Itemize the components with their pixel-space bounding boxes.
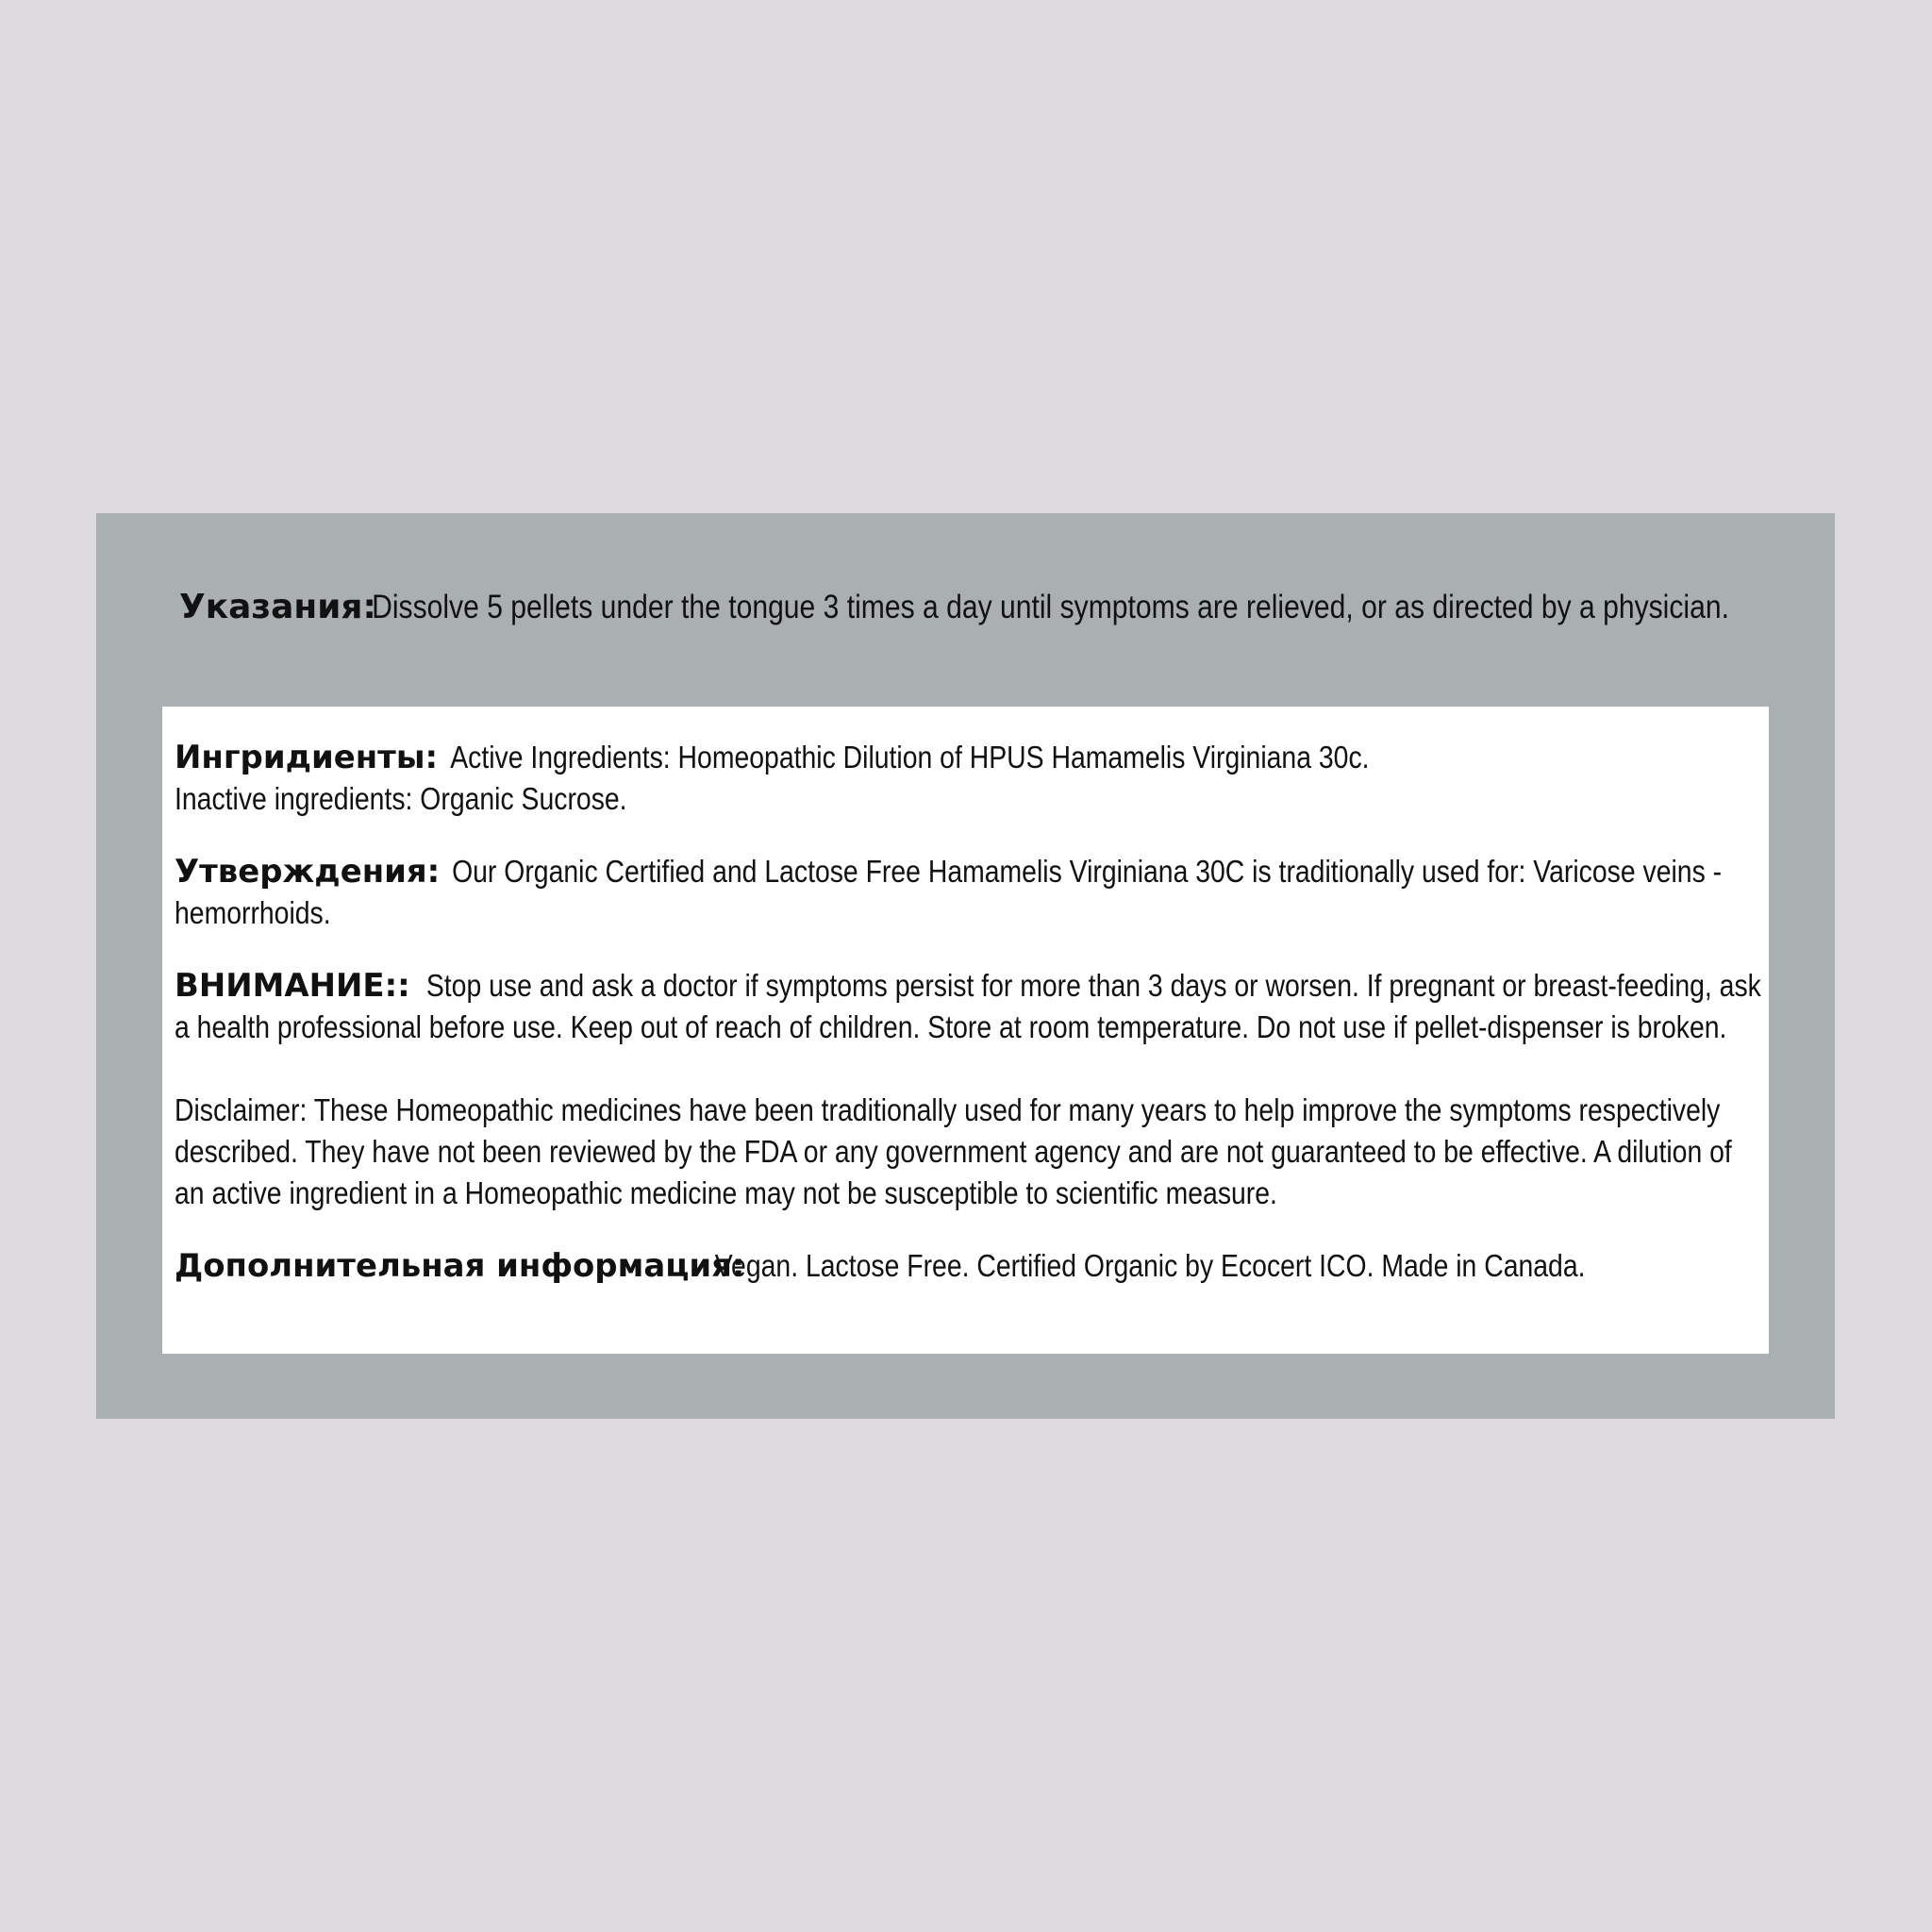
ingredients-inactive-text: Inactive ingredients: Organic Sucrose. (175, 781, 627, 816)
ingredients-active-text: Active Ingredients: Homeopathic Dilution of HPUS Hamamelis Virginiana 30c. (450, 740, 1370, 774)
claims-section (175, 851, 1765, 934)
ingredients-section (175, 737, 1765, 820)
directions-text: Dissolve 5 pellets under the tongue 3 times a day until symptoms are relieved, or as directed by a physician. (372, 589, 1729, 625)
additional-info-section (175, 1245, 1765, 1287)
additional-info-label: Дополнительная информация: (175, 1247, 745, 1285)
ingredients-active-line (175, 737, 1765, 778)
info-box (162, 707, 1769, 1354)
warning-label: ВНИМАНИЕ:: (175, 967, 410, 1005)
warning-text: Stop use and ask a doctor if symptoms persist for more than 3 days or worsen. If pregnant or breast-feeding, ask a health professional before use. Keep out of reach of children. Store at room temperature. Do not use if pellet-dispenser is broken. (175, 968, 1761, 1044)
additional-info-text: Vegan. Lactose Free. Certified Organic by Ecocert ICO. Made in Canada. (714, 1248, 1586, 1283)
info-content (175, 737, 1765, 1318)
disclaimer-text: Disclaimer: These Homeopathic medicines have been traditionally used for many years to help improve the symptoms respectively described. They have not been reviewed by the FDA or any government agency and are not guaranteed to be effective. A dilution of an active ingredient in a Homeopathic medicine may not be susceptible to scientific measure. (175, 1092, 1732, 1210)
label-panel (96, 513, 1835, 1419)
disclaimer-section (175, 1090, 1765, 1214)
ingredients-label: Ингридиенты: (175, 739, 439, 776)
directions-section (179, 584, 1745, 631)
claims-label: Утверждения: (175, 853, 441, 891)
directions-label: Указания: (179, 588, 376, 626)
warning-section (175, 965, 1765, 1048)
claims-text: Our Organic Certified and Lactose Free Hamamelis Virginiana 30C is traditionally used for: Varicose veins - hemorrhoids. (175, 854, 1723, 930)
